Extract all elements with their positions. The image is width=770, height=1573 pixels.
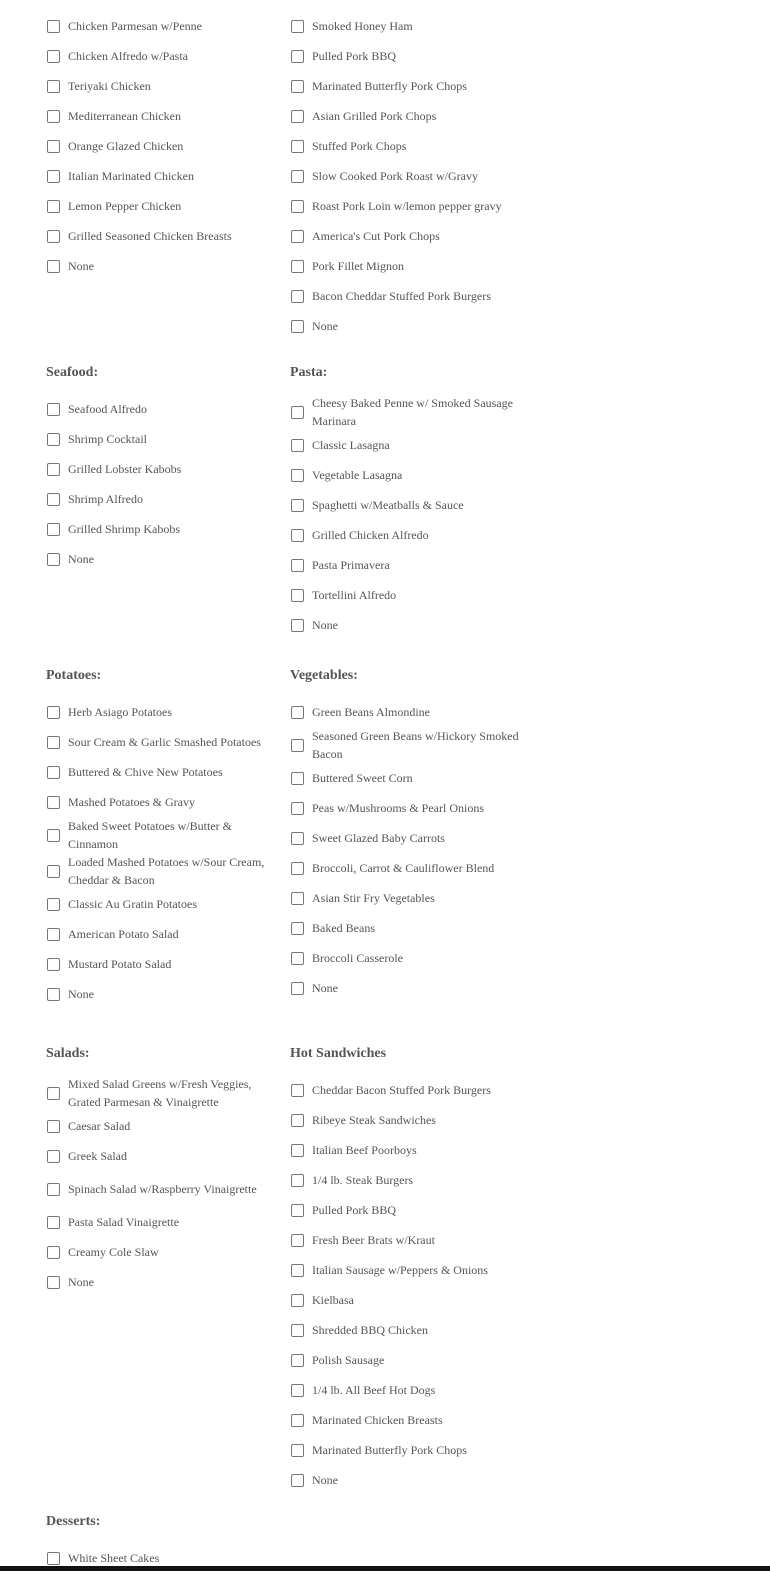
option-label[interactable]: Italian Sausage w/Peppers & Onions: [312, 1263, 488, 1277]
option-label[interactable]: Orange Glazed Chicken: [68, 139, 184, 153]
option-checkbox[interactable]: [291, 739, 304, 752]
option-checkbox[interactable]: [291, 200, 304, 213]
option-checkbox[interactable]: [291, 1084, 304, 1097]
option-checkbox[interactable]: [47, 898, 60, 911]
option-label[interactable]: None: [312, 1473, 338, 1487]
option-label[interactable]: Buttered & Chive New Potatoes: [68, 765, 223, 779]
pasta-option[interactable]: [290, 490, 522, 520]
vegetables-option[interactable]: [290, 763, 522, 793]
option-label[interactable]: White Sheet Cakes: [68, 1551, 160, 1565]
option-checkbox[interactable]: [47, 1183, 60, 1196]
potatoes-option[interactable]: [46, 727, 274, 757]
salads-section: [46, 1045, 274, 1297]
option-checkbox[interactable]: [47, 865, 60, 878]
potatoes-option[interactable]: [46, 949, 274, 979]
seafood-option[interactable]: [46, 484, 274, 514]
option-label[interactable]: None: [68, 1275, 94, 1289]
chicken-option[interactable]: [46, 251, 274, 281]
option-checkbox[interactable]: [291, 469, 304, 482]
option-label[interactable]: Polish Sausage: [312, 1353, 385, 1367]
option-checkbox[interactable]: [291, 559, 304, 572]
option-label[interactable]: Shredded BBQ Chicken: [312, 1323, 428, 1337]
potatoes-option[interactable]: [46, 919, 274, 949]
option-label[interactable]: Shrimp Alfredo: [68, 492, 143, 506]
option-checkbox[interactable]: [291, 110, 304, 123]
bottom-border: [0, 1566, 770, 1571]
pasta-option[interactable]: [290, 394, 522, 430]
hot-sandwiches-option[interactable]: [290, 1285, 522, 1315]
pasta-heading: Pasta:: [290, 365, 328, 380]
vegetables-option[interactable]: [290, 793, 522, 823]
pasta-option[interactable]: [290, 520, 522, 550]
option-label[interactable]: Marinated Chicken Breasts: [312, 1413, 443, 1427]
chicken-option[interactable]: [46, 101, 274, 131]
option-label[interactable]: Classic Au Gratin Potatoes: [68, 897, 197, 911]
chicken-section: [46, 11, 274, 281]
option-checkbox[interactable]: [47, 200, 60, 213]
option-checkbox[interactable]: [291, 589, 304, 602]
option-checkbox[interactable]: [291, 1354, 304, 1367]
option-checkbox[interactable]: [291, 1144, 304, 1157]
option-checkbox[interactable]: [291, 1414, 304, 1427]
option-checkbox[interactable]: [291, 802, 304, 815]
seafood-option[interactable]: [46, 394, 274, 424]
hot-sandwiches-section: [290, 1045, 522, 1495]
chicken-option[interactable]: [46, 161, 274, 191]
option-label[interactable]: Marinated Butterfly Pork Chops: [312, 1443, 467, 1457]
option-label[interactable]: Chicken Alfredo w/Pasta: [68, 49, 188, 63]
option-label[interactable]: Herb Asiago Potatoes: [68, 705, 172, 719]
desserts-heading: Desserts:: [46, 1514, 101, 1529]
chicken-option[interactable]: [46, 131, 274, 161]
option-label[interactable]: Pasta Salad Vinaigrette: [68, 1215, 180, 1229]
option-checkbox[interactable]: [291, 706, 304, 719]
option-label[interactable]: Italian Marinated Chicken: [68, 169, 194, 183]
salads-option[interactable]: [46, 1267, 274, 1297]
option-checkbox[interactable]: [291, 50, 304, 63]
option-checkbox[interactable]: [291, 80, 304, 93]
option-checkbox[interactable]: [47, 50, 60, 63]
option-checkbox[interactable]: [47, 928, 60, 941]
option-label[interactable]: None: [68, 259, 94, 273]
option-checkbox[interactable]: [291, 439, 304, 452]
option-checkbox[interactable]: [291, 20, 304, 33]
option-label[interactable]: Asian Stir Fry Vegetables: [312, 891, 435, 905]
option-label[interactable]: Tortellini Alfredo: [312, 588, 397, 602]
option-checkbox[interactable]: [47, 403, 60, 416]
option-checkbox[interactable]: [291, 952, 304, 965]
potatoes-option[interactable]: [46, 757, 274, 787]
pork-option[interactable]: [290, 311, 522, 341]
option-checkbox[interactable]: [47, 140, 60, 153]
hot-sandwiches-option[interactable]: [290, 1075, 522, 1105]
chicken-option[interactable]: [46, 41, 274, 71]
option-checkbox[interactable]: [47, 463, 60, 476]
vegetables-option[interactable]: [290, 913, 522, 943]
option-label[interactable]: Marinated Butterfly Pork Chops: [312, 79, 467, 93]
option-checkbox[interactable]: [291, 1474, 304, 1487]
salads-option[interactable]: [46, 1207, 274, 1237]
option-checkbox[interactable]: [47, 493, 60, 506]
option-label[interactable]: Broccoli Casserole: [312, 951, 403, 965]
option-checkbox[interactable]: [291, 1294, 304, 1307]
option-checkbox[interactable]: [47, 230, 60, 243]
vegetables-option[interactable]: [290, 853, 522, 883]
hot-sandwiches-option[interactable]: [290, 1465, 522, 1495]
option-label[interactable]: Mediterranean Chicken: [68, 109, 181, 123]
seafood-option[interactable]: [46, 544, 274, 574]
option-checkbox[interactable]: [47, 110, 60, 123]
hot-sandwiches-option[interactable]: [290, 1345, 522, 1375]
option-checkbox[interactable]: [47, 706, 60, 719]
option-label[interactable]: Seasoned Green Beans w/Hickory Smoked Bacon: [312, 729, 519, 761]
option-checkbox[interactable]: [291, 1384, 304, 1397]
pork-option[interactable]: [290, 251, 522, 281]
potatoes-option[interactable]: [46, 889, 274, 919]
option-label[interactable]: Lemon Pepper Chicken: [68, 199, 182, 213]
option-label[interactable]: Chicken Parmesan w/Penne: [68, 19, 202, 33]
option-label[interactable]: Bacon Cheddar Stuffed Pork Burgers: [312, 289, 491, 303]
option-label[interactable]: Mixed Salad Greens w/Fresh Veggies, Grated Parmesan & Vinaigrette: [68, 1077, 252, 1109]
option-label[interactable]: Roast Pork Loin w/lemon pepper gravy: [312, 199, 502, 213]
option-label[interactable]: Sweet Glazed Baby Carrots: [312, 831, 445, 845]
option-label[interactable]: Baked Beans: [312, 921, 375, 935]
option-label[interactable]: Spinach Salad w/Raspberry Vinaigrette: [68, 1182, 257, 1196]
option-checkbox[interactable]: [47, 80, 60, 93]
option-label[interactable]: Caesar Salad: [68, 1119, 131, 1133]
vegetables-option[interactable]: [290, 883, 522, 913]
hot-sandwiches-option[interactable]: [290, 1435, 522, 1465]
pasta-option[interactable]: [290, 430, 522, 460]
hot-sandwiches-option[interactable]: [290, 1255, 522, 1285]
chicken-option[interactable]: [46, 71, 274, 101]
option-label[interactable]: Grilled Lobster Kabobs: [68, 462, 182, 476]
vegetables-option[interactable]: [290, 823, 522, 853]
option-label[interactable]: Pulled Pork BBQ: [312, 1203, 397, 1217]
vegetables-section: [290, 667, 522, 1003]
option-checkbox[interactable]: [47, 1216, 60, 1229]
salads-option[interactable]: [46, 1171, 274, 1207]
option-label[interactable]: 1/4 lb. Steak Burgers: [312, 1173, 414, 1187]
potatoes-heading: Potatoes:: [46, 668, 102, 683]
option-checkbox[interactable]: [47, 1087, 60, 1100]
option-checkbox[interactable]: [291, 1444, 304, 1457]
option-checkbox[interactable]: [291, 1234, 304, 1247]
hot-sandwiches-option[interactable]: [290, 1135, 522, 1165]
option-checkbox[interactable]: [291, 230, 304, 243]
hot-sandwiches-option[interactable]: [290, 1105, 522, 1135]
option-checkbox[interactable]: [291, 982, 304, 995]
option-label[interactable]: Green Beans Almondine: [312, 705, 430, 719]
option-checkbox[interactable]: [291, 140, 304, 153]
option-checkbox[interactable]: [291, 499, 304, 512]
option-label[interactable]: Seafood Alfredo: [68, 402, 147, 416]
option-checkbox[interactable]: [291, 529, 304, 542]
seafood-section: [46, 364, 274, 574]
option-label[interactable]: Fresh Beer Brats w/Kraut: [312, 1233, 435, 1247]
option-checkbox[interactable]: [291, 832, 304, 845]
option-label[interactable]: Pork Fillet Mignon: [312, 259, 405, 273]
option-checkbox[interactable]: [47, 523, 60, 536]
seafood-option[interactable]: [46, 424, 274, 454]
hot-sandwiches-heading: Hot Sandwiches: [290, 1046, 387, 1061]
option-checkbox[interactable]: [291, 1324, 304, 1337]
option-label[interactable]: 1/4 lb. All Beef Hot Dogs: [312, 1383, 436, 1397]
vegetables-heading: Vegetables:: [290, 668, 358, 683]
option-checkbox[interactable]: [47, 1246, 60, 1259]
option-checkbox[interactable]: [291, 922, 304, 935]
option-label[interactable]: Cheesy Baked Penne w/ Smoked Sausage Marinara: [312, 396, 513, 428]
option-checkbox[interactable]: [47, 736, 60, 749]
option-checkbox[interactable]: [47, 766, 60, 779]
option-checkbox[interactable]: [47, 988, 60, 1001]
potatoes-option[interactable]: [46, 853, 274, 889]
option-label[interactable]: Mashed Potatoes & Gravy: [68, 795, 195, 809]
option-checkbox[interactable]: [47, 796, 60, 809]
vegetables-option[interactable]: [290, 943, 522, 973]
chicken-option[interactable]: [46, 191, 274, 221]
vegetables-option[interactable]: [290, 727, 522, 763]
option-label[interactable]: Shrimp Cocktail: [68, 432, 147, 446]
pork-option[interactable]: [290, 221, 522, 251]
option-label[interactable]: Creamy Cole Slaw: [68, 1245, 159, 1259]
option-checkbox[interactable]: [291, 260, 304, 273]
option-label[interactable]: Classic Lasagna: [312, 438, 390, 452]
option-checkbox[interactable]: [291, 290, 304, 303]
pasta-option[interactable]: [290, 610, 522, 640]
option-label[interactable]: Peas w/Mushrooms & Pearl Onions: [312, 801, 484, 815]
option-label[interactable]: Pasta Primavera: [312, 558, 390, 572]
option-label[interactable]: Kielbasa: [312, 1293, 354, 1307]
option-checkbox[interactable]: [47, 1150, 60, 1163]
option-label[interactable]: Asian Grilled Pork Chops: [312, 109, 437, 123]
pasta-option[interactable]: [290, 550, 522, 580]
option-checkbox[interactable]: [291, 1264, 304, 1277]
salads-heading: Salads:: [46, 1046, 90, 1061]
option-label[interactable]: Cheddar Bacon Stuffed Pork Burgers: [312, 1083, 491, 1097]
pork-option[interactable]: [290, 161, 522, 191]
option-label[interactable]: None: [312, 319, 338, 333]
option-checkbox[interactable]: [291, 320, 304, 333]
option-label[interactable]: America's Cut Pork Chops: [312, 229, 440, 243]
seafood-option[interactable]: [46, 454, 274, 484]
option-checkbox[interactable]: [47, 553, 60, 566]
option-checkbox[interactable]: [291, 772, 304, 785]
pork-option[interactable]: [290, 71, 522, 101]
option-label[interactable]: None: [68, 552, 94, 566]
option-checkbox[interactable]: [47, 433, 60, 446]
salads-option[interactable]: [46, 1237, 274, 1267]
pork-option[interactable]: [290, 41, 522, 71]
option-label[interactable]: Greek Salad: [68, 1149, 127, 1163]
option-label[interactable]: Pulled Pork BBQ: [312, 49, 397, 63]
option-label[interactable]: Grilled Chicken Alfredo: [312, 528, 429, 542]
potatoes-section: [46, 667, 274, 1009]
option-label[interactable]: Loaded Mashed Potatoes w/Sour Cream, Cheddar & Bacon: [68, 855, 265, 887]
option-checkbox[interactable]: [47, 1120, 60, 1133]
pork-option[interactable]: [290, 131, 522, 161]
pork-option[interactable]: [290, 11, 522, 41]
option-label[interactable]: Buttered Sweet Corn: [312, 771, 413, 785]
option-label[interactable]: Vegetable Lasagna: [312, 468, 403, 482]
option-checkbox[interactable]: [47, 260, 60, 273]
option-checkbox[interactable]: [47, 958, 60, 971]
option-label[interactable]: Ribeye Steak Sandwiches: [312, 1113, 436, 1127]
option-checkbox[interactable]: [291, 1114, 304, 1127]
option-label[interactable]: Spaghetti w/Meatballs & Sauce: [312, 498, 464, 512]
potatoes-option[interactable]: [46, 787, 274, 817]
option-label[interactable]: Slow Cooked Pork Roast w/Gravy: [312, 169, 478, 183]
option-label[interactable]: None: [312, 618, 338, 632]
option-checkbox[interactable]: [47, 1552, 60, 1565]
option-label[interactable]: Italian Beef Poorboys: [312, 1143, 417, 1157]
option-label[interactable]: Broccoli, Carrot & Cauliflower Blend: [312, 861, 495, 875]
option-label[interactable]: American Potato Salad: [68, 927, 179, 941]
option-checkbox[interactable]: [47, 170, 60, 183]
pork-option[interactable]: [290, 191, 522, 221]
option-checkbox[interactable]: [47, 20, 60, 33]
chicken-option[interactable]: [46, 11, 274, 41]
vegetables-option[interactable]: [290, 973, 522, 1003]
option-checkbox[interactable]: [291, 406, 304, 419]
option-label[interactable]: None: [68, 987, 94, 1001]
potatoes-option[interactable]: [46, 697, 274, 727]
pasta-option[interactable]: [290, 460, 522, 490]
pork-option[interactable]: [290, 281, 522, 311]
hot-sandwiches-option[interactable]: [290, 1165, 522, 1195]
salads-option[interactable]: [46, 1111, 274, 1141]
option-label[interactable]: Baked Sweet Potatoes w/Butter & Cinnamon: [68, 819, 232, 851]
option-checkbox[interactable]: [291, 170, 304, 183]
salads-option[interactable]: [46, 1141, 274, 1171]
option-checkbox[interactable]: [291, 619, 304, 632]
chicken-option[interactable]: [46, 221, 274, 251]
hot-sandwiches-option[interactable]: [290, 1315, 522, 1345]
option-label[interactable]: None: [312, 981, 338, 995]
option-label[interactable]: Grilled Shrimp Kabobs: [68, 522, 180, 536]
pork-option[interactable]: [290, 101, 522, 131]
potatoes-option[interactable]: [46, 817, 274, 853]
potatoes-option[interactable]: [46, 979, 274, 1009]
hot-sandwiches-option[interactable]: [290, 1375, 522, 1405]
vegetables-option[interactable]: [290, 697, 522, 727]
hot-sandwiches-option[interactable]: [290, 1195, 522, 1225]
option-label[interactable]: Stuffed Pork Chops: [312, 139, 407, 153]
pasta-option[interactable]: [290, 580, 522, 610]
option-label[interactable]: Smoked Honey Ham: [312, 19, 413, 33]
option-checkbox[interactable]: [47, 1276, 60, 1289]
hot-sandwiches-option[interactable]: [290, 1405, 522, 1435]
hot-sandwiches-option[interactable]: [290, 1225, 522, 1255]
option-label[interactable]: Teriyaki Chicken: [68, 79, 151, 93]
pork-section: [290, 11, 522, 341]
option-checkbox[interactable]: [291, 862, 304, 875]
salads-option[interactable]: [46, 1075, 274, 1111]
pasta-section: [290, 364, 522, 640]
option-checkbox[interactable]: [291, 1204, 304, 1217]
option-label[interactable]: Sour Cream & Garlic Smashed Potatoes: [68, 735, 261, 749]
option-checkbox[interactable]: [47, 829, 60, 842]
seafood-option[interactable]: [46, 514, 274, 544]
option-checkbox[interactable]: [291, 1174, 304, 1187]
option-label[interactable]: Mustard Potato Salad: [68, 957, 172, 971]
option-checkbox[interactable]: [291, 892, 304, 905]
seafood-heading: Seafood:: [46, 365, 99, 380]
desserts-section: [46, 1513, 274, 1573]
option-label[interactable]: Grilled Seasoned Chicken Breasts: [68, 229, 232, 243]
